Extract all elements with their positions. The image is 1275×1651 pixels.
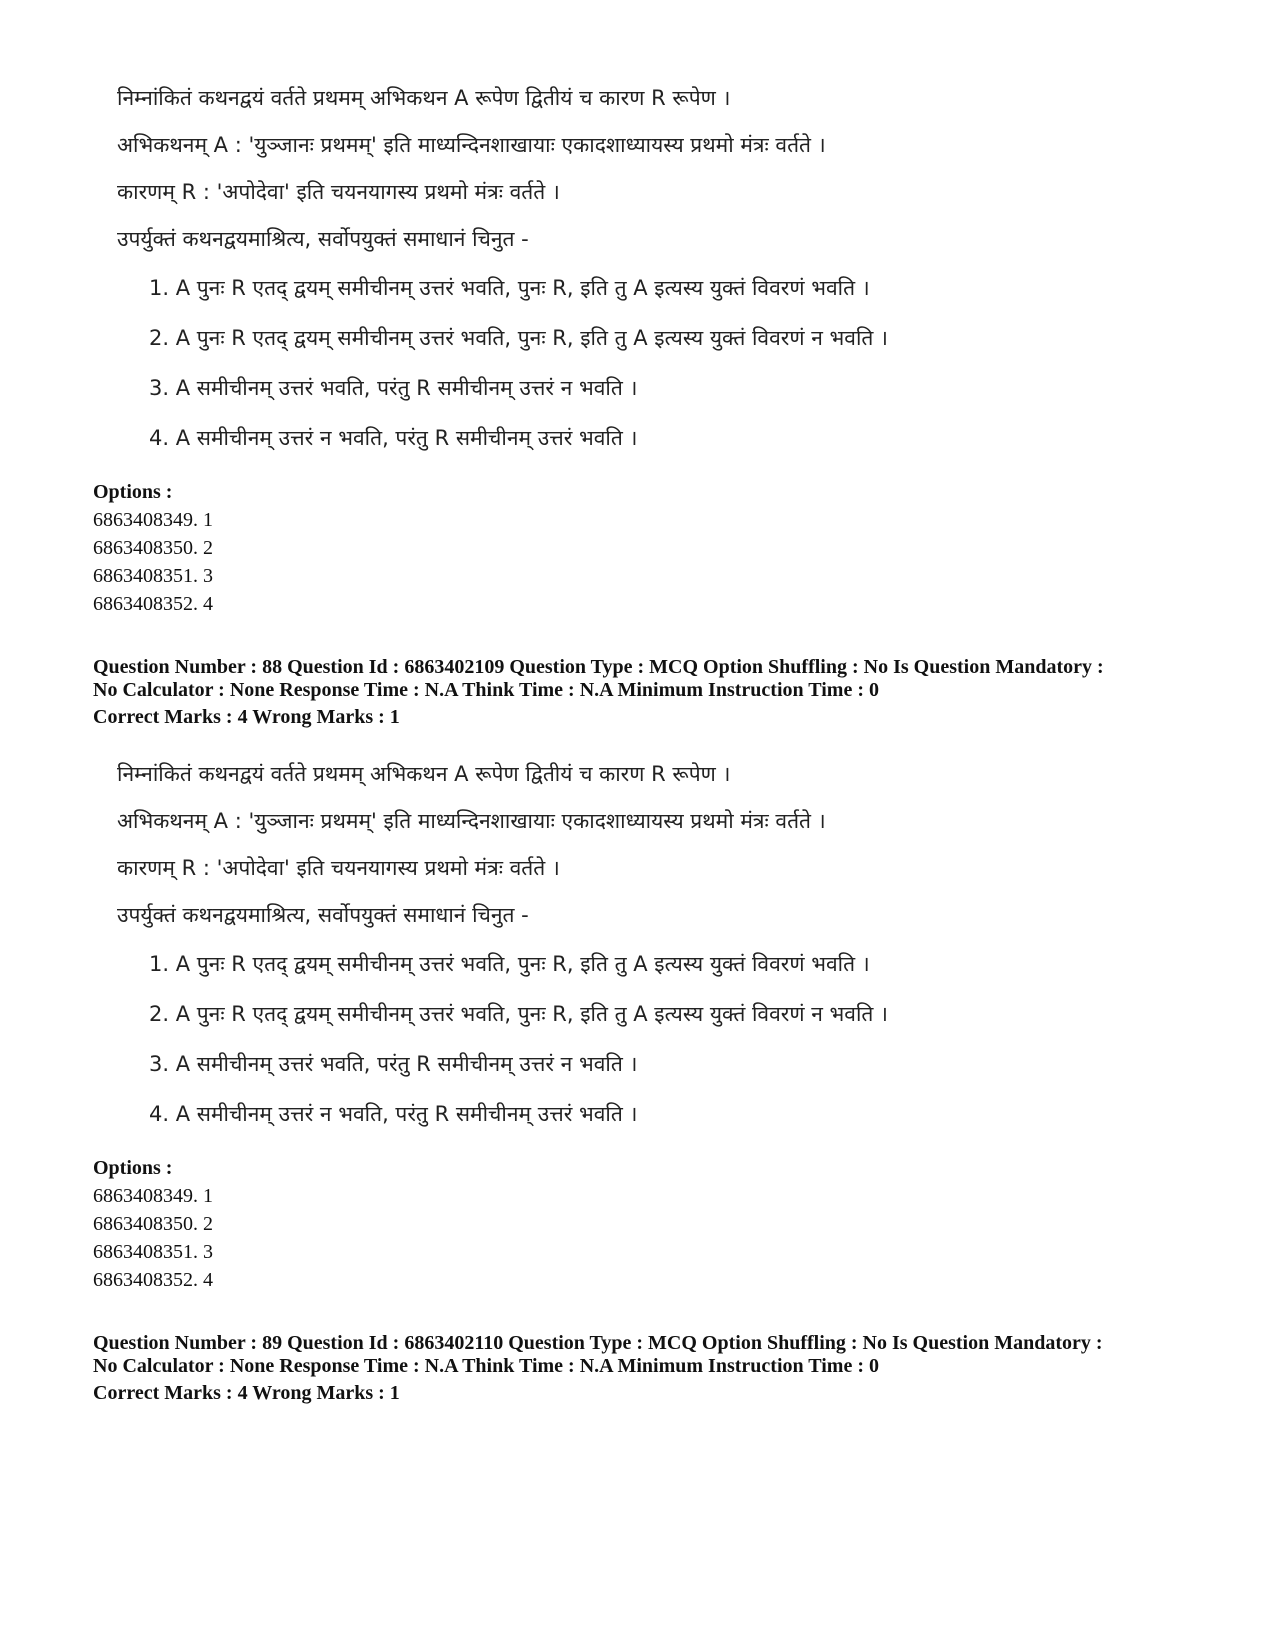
question-meta-line: Question Number : 89 Question Id : 6863402110 Question Type : MCQ Option Shuffling : No Is Question Mandatory : (93, 1332, 1103, 1354)
option-item: 6863408350. 2 (93, 537, 213, 559)
reason-line: कारणम् R : 'अपोदेवा' इति चयनयागस्य प्रथमो मंत्रः वर्तते । (117, 856, 560, 880)
choice-4: 4. A समीचीनम् उत्तरं न भवति, परंतु R समीचीनम् उत्तरं भवति । (149, 426, 638, 450)
marks-line: Correct Marks : 4 Wrong Marks : 1 (93, 706, 400, 728)
options-heading: Options : (93, 1157, 173, 1179)
option-item: 6863408349. 1 (93, 1185, 213, 1207)
option-item: 6863408351. 3 (93, 565, 213, 587)
assertion-line: अभिकथनम् A : 'युञ्जानः प्रथमम्' इति माध्यन्दिनशाखायाः एकादशाध्यायस्य प्रथमो मंत्रः वर्तते । (117, 133, 826, 157)
option-item: 6863408352. 4 (93, 1269, 213, 1291)
marks-line: Correct Marks : 4 Wrong Marks : 1 (93, 1382, 400, 1404)
question-statement: निम्नांकितं कथनद्वयं वर्तते प्रथमम् अभिकथन A रूपेण द्वितीयं च कारण R रूपेण । (117, 86, 731, 110)
choice-2: 2. A पुनः R एतद् द्वयम् समीचीनम् उत्तरं भवति, पुनः R, इति तु A इत्यस्य युक्तं विवरणं न भवति । (149, 326, 889, 350)
reason-line: कारणम् R : 'अपोदेवा' इति चयनयागस्य प्रथमो मंत्रः वर्तते । (117, 180, 560, 204)
instruction-line: उपर्युक्तं कथनद्वयमाश्रित्य, सर्वोपयुक्तं समाधानं चिनुत - (117, 227, 529, 251)
question-meta-line: No Calculator : None Response Time : N.A Think Time : N.A Minimum Instruction Time : 0 (93, 679, 879, 701)
instruction-line: उपर्युक्तं कथनद्वयमाश्रित्य, सर्वोपयुक्तं समाधानं चिनुत - (117, 903, 529, 927)
choice-4: 4. A समीचीनम् उत्तरं न भवति, परंतु R समीचीनम् उत्तरं भवति । (149, 1102, 638, 1126)
question-statement: निम्नांकितं कथनद्वयं वर्तते प्रथमम् अभिकथन A रूपेण द्वितीयं च कारण R रूपेण । (117, 762, 731, 786)
option-item: 6863408352. 4 (93, 593, 213, 615)
option-item: 6863408351. 3 (93, 1241, 213, 1263)
option-item: 6863408350. 2 (93, 1213, 213, 1235)
choice-3: 3. A समीचीनम् उत्तरं भवति, परंतु R समीचीनम् उत्तरं न भवति । (149, 376, 638, 400)
option-item: 6863408349. 1 (93, 509, 213, 531)
question-meta-line: Question Number : 88 Question Id : 6863402109 Question Type : MCQ Option Shuffling : No Is Question Mandatory : (93, 656, 1104, 678)
question-meta-line: No Calculator : None Response Time : N.A Think Time : N.A Minimum Instruction Time : 0 (93, 1355, 879, 1377)
choice-1: 1. A पुनः R एतद् द्वयम् समीचीनम् उत्तरं भवति, पुनः R, इति तु A इत्यस्य युक्तं विवरणं भवति । (149, 952, 870, 976)
assertion-line: अभिकथनम् A : 'युञ्जानः प्रथमम्' इति माध्यन्दिनशाखायाः एकादशाध्यायस्य प्रथमो मंत्रः वर्तते । (117, 809, 826, 833)
choice-3: 3. A समीचीनम् उत्तरं भवति, परंतु R समीचीनम् उत्तरं न भवति । (149, 1052, 638, 1076)
options-heading: Options : (93, 481, 173, 503)
choice-1: 1. A पुनः R एतद् द्वयम् समीचीनम् उत्तरं भवति, पुनः R, इति तु A इत्यस्य युक्तं विवरणं भवति । (149, 276, 870, 300)
choice-2: 2. A पुनः R एतद् द्वयम् समीचीनम् उत्तरं भवति, पुनः R, इति तु A इत्यस्य युक्तं विवरणं न भवति । (149, 1002, 889, 1026)
